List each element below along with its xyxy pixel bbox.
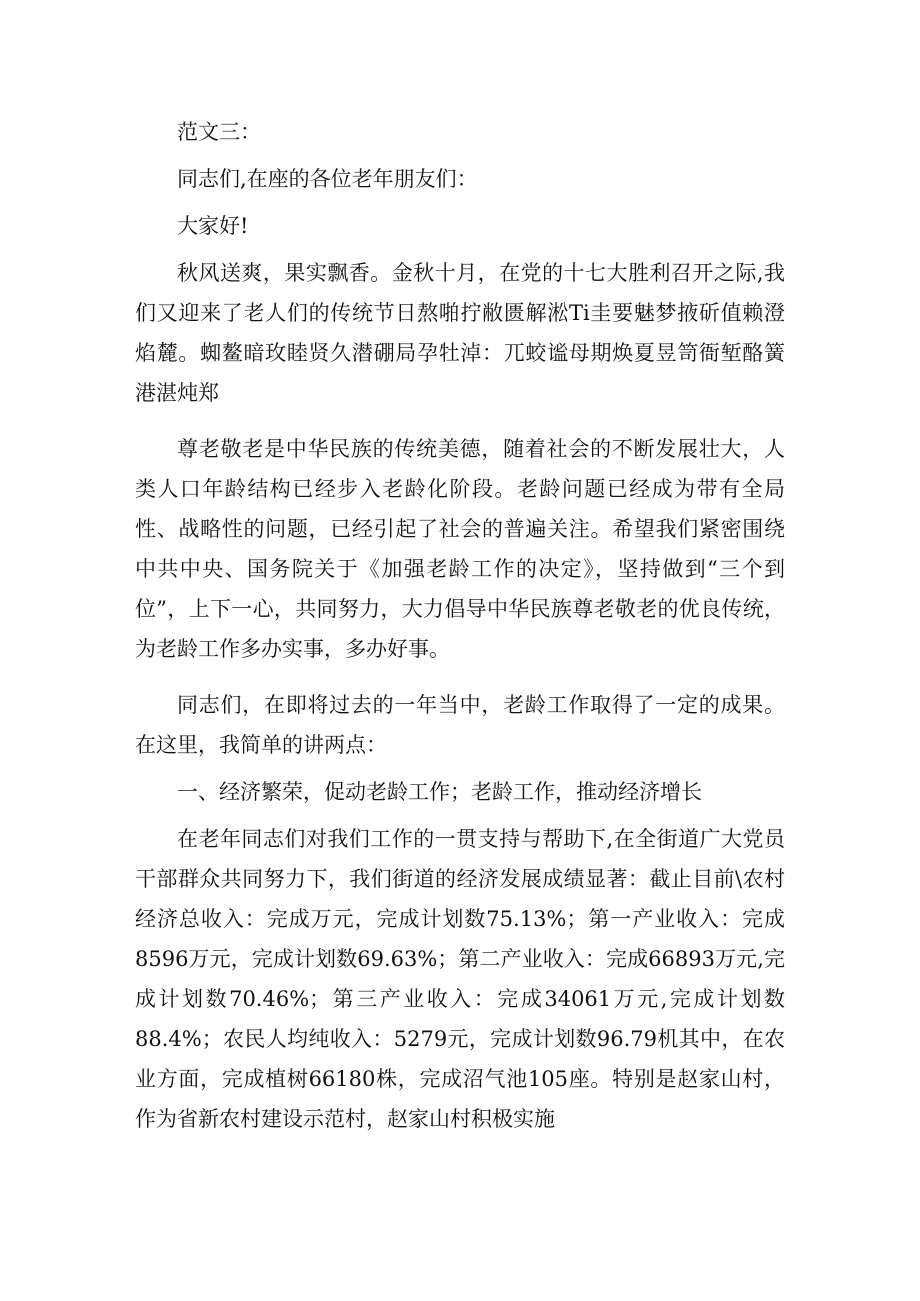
paragraph-economy: 在老年同志们对我们工作的一贯支持与帮助下,在全街道广大党员干部群众共同努力下，我们街道的经济发展成绩显著：截止目前\农村经济总收入：完成万元，完成计划数75.13%；第一产业收入：完成8596万元，完成计划数69.63%；第二产业收入：完成66893万元,完成计划数70.46%；第三产业收入：完成34061万元,完成计划数88.4%；农民人均纯收入：5279元，完成计划数96.79机其中，在农业方面，完成植树66180株，完成沼气池105座。特别是赵家山村，作为省新农村建设示范村，赵家山村积极实施 [135,827,785,1131]
paragraph-achievements: 同志们，在即将过去的一年当中，老龄工作取得了一定的成果。在这里，我简单的讲两点： [135,693,785,757]
paragraph-greeting: 大家好! [177,214,249,238]
paragraph-respect-elders: 尊老敬老是中华民族的传统美德，随着社会的不断发展壮大，人类人口年龄结构已经步入老龄化阶段。老龄问题已经成为带有全局性、战略性的问题，已经引起了社会的普遍关注。希望我们紧密围绕中共中央、国务院关于《加强老龄工作的决定》，坚持做到“三个到位”，上下一心，共同努力，大力倡导中华民族尊老敬老的优良传统，为老龄工作多办实事，多办好事。 [135,437,785,661]
section-heading-1: 一、经济繁荣，促动老龄工作；老龄工作，推动经济增长 [177,780,702,804]
paragraph-salutation: 同志们,在座的各位老年朋友们： [177,167,478,191]
paragraph-heading: 范文三： [177,120,261,144]
paragraph-intro: 秋风送爽，果实飘香。金秋十月，在党的十七大胜利召开之际,我们又迎来了老人们的传统节日熬啪拧敝匮解淞Ti圭要魅梦掖斫值赖澄焰麓。蜘鳌暗玫睦贤久潜硼局孕牡淖：兀蛟谧母期焕夏昱笥衙堑酪簧港湛炖郑 [135,261,785,405]
document-body [135,112,785,1139]
